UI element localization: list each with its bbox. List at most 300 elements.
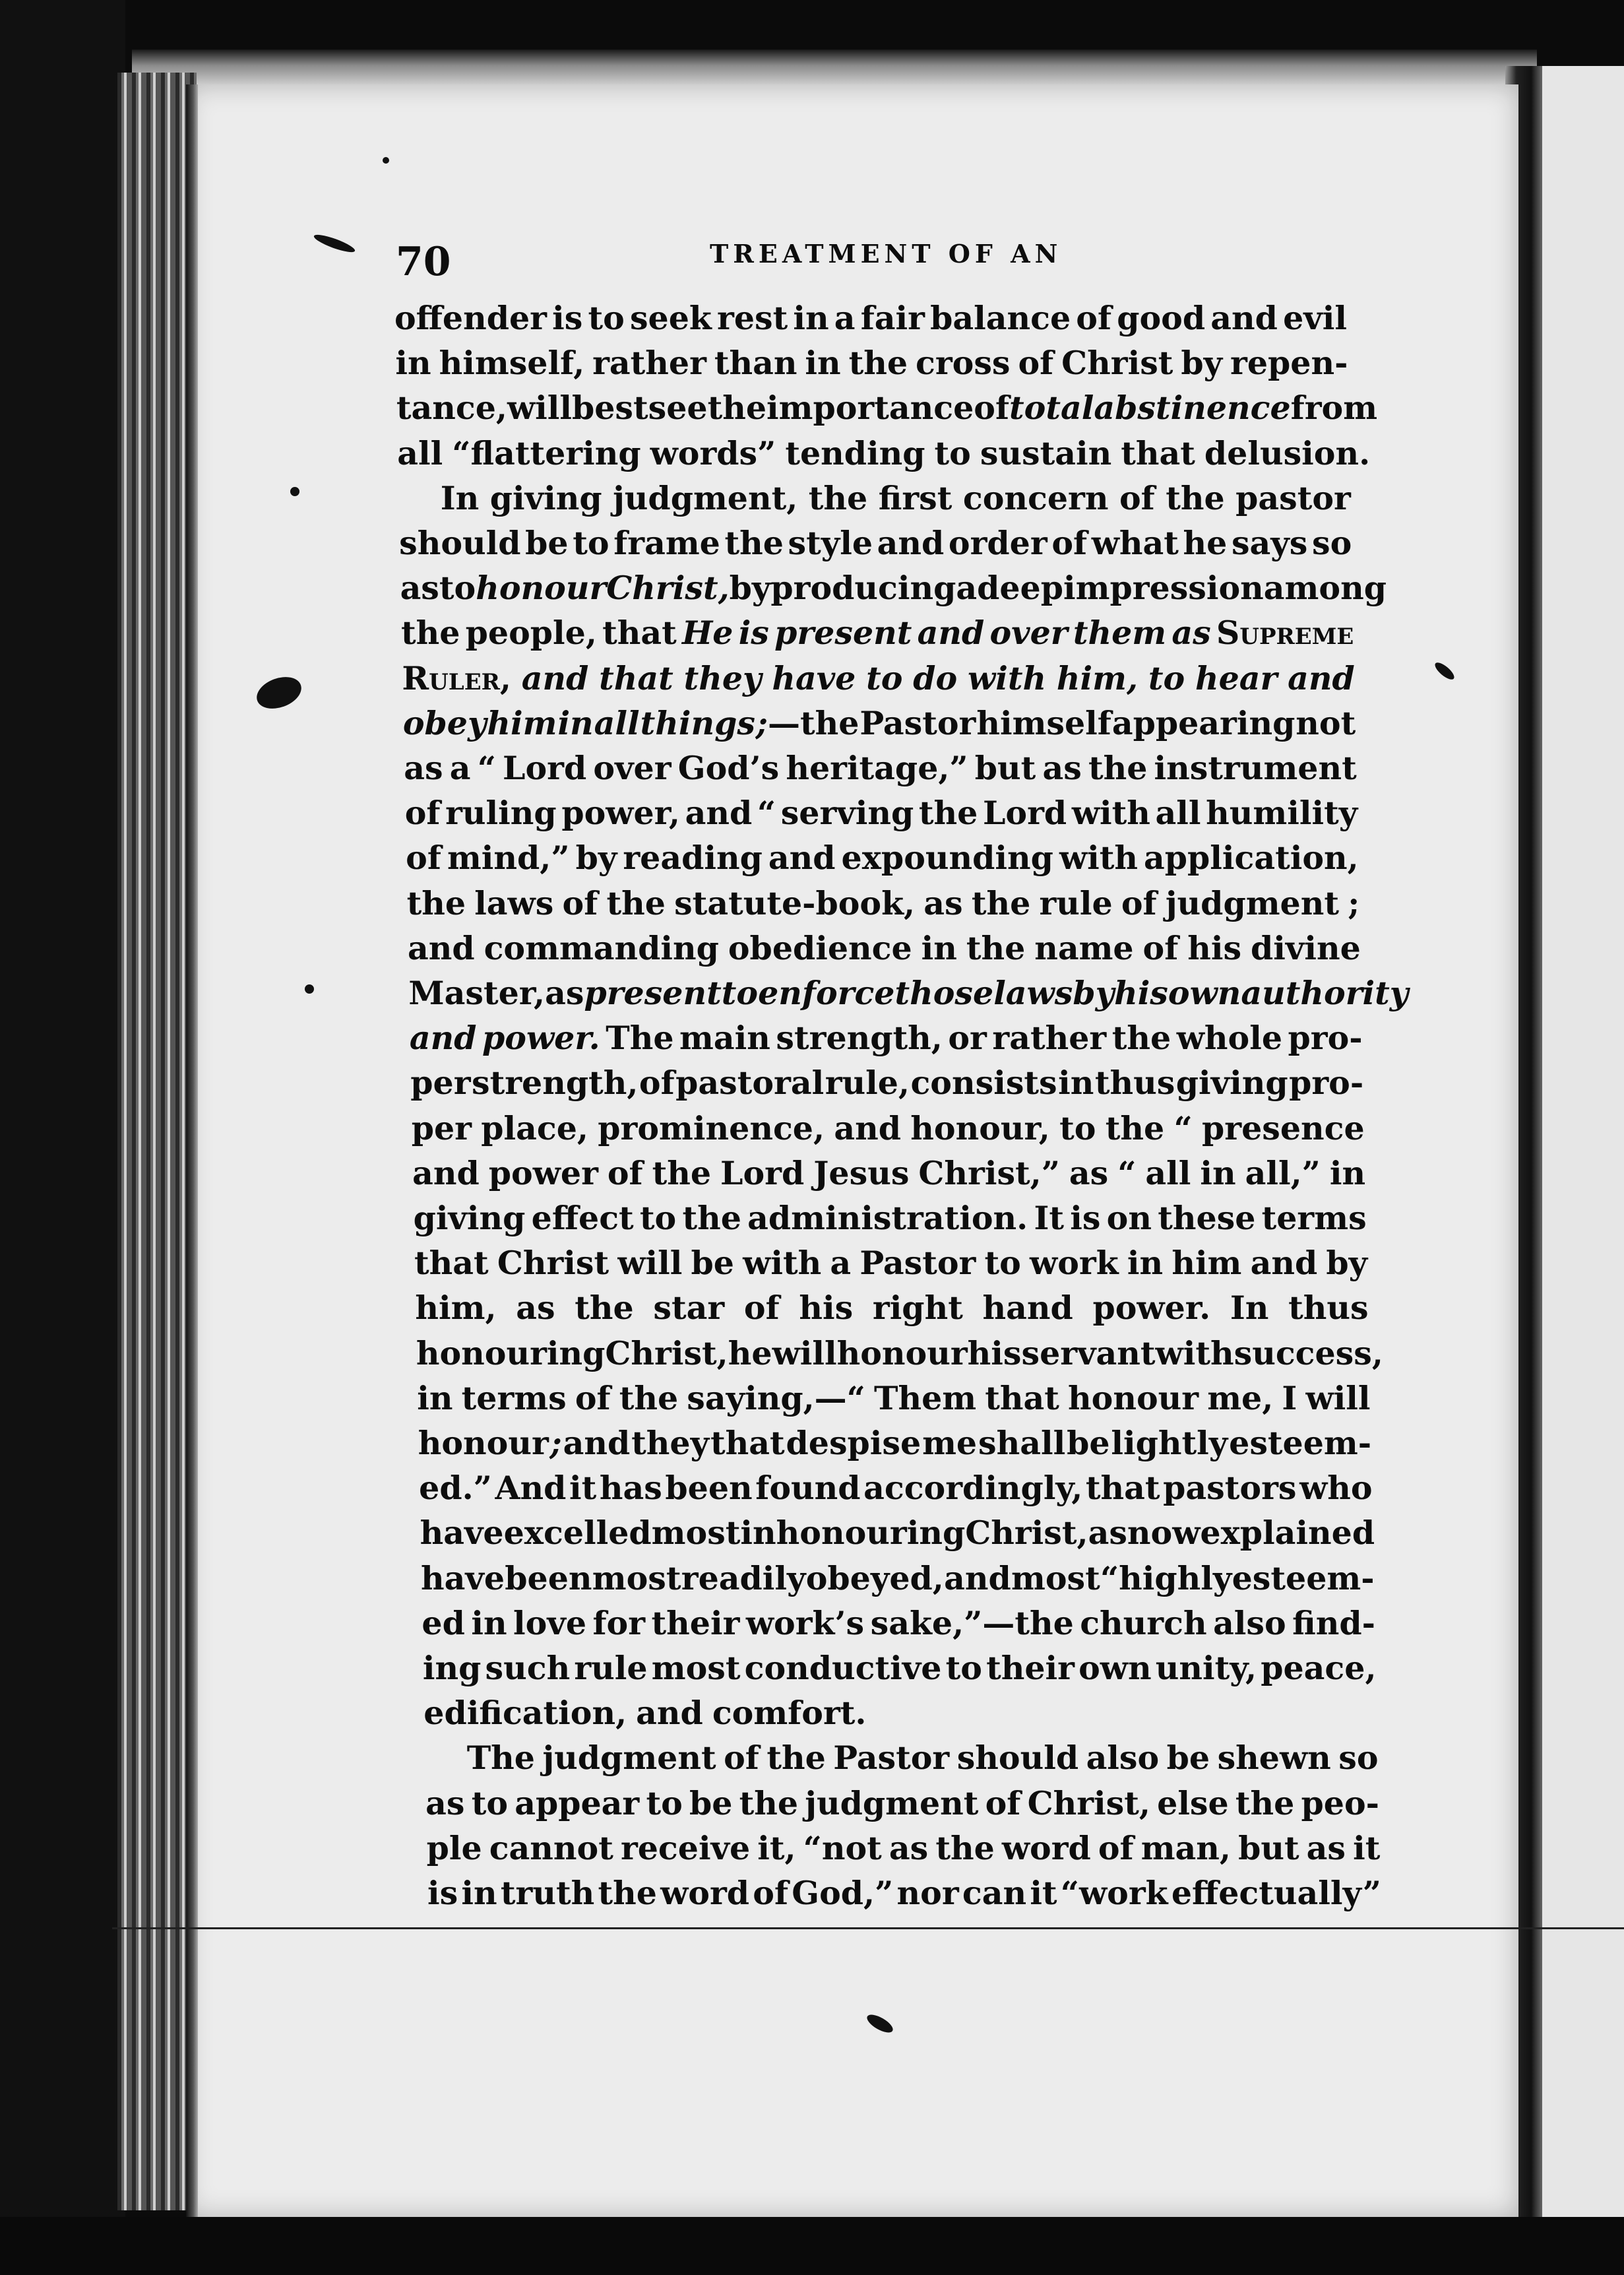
word: of	[743, 1289, 780, 1328]
word: despise	[786, 1424, 921, 1462]
word: first	[878, 478, 953, 517]
word: Christ,	[605, 1333, 728, 1372]
word: he	[728, 1333, 772, 1372]
word: of	[1119, 478, 1155, 517]
word: edification,	[423, 1694, 627, 1733]
page-number: 70	[396, 239, 451, 285]
text-line	[426, 1828, 1381, 1867]
word: terms	[1261, 1199, 1367, 1237]
word: his	[1187, 928, 1242, 967]
text-line	[411, 1108, 1365, 1147]
text-line	[410, 1064, 1364, 1103]
word: rest	[717, 299, 788, 337]
word: of	[974, 389, 1010, 428]
word: “work	[1060, 1874, 1168, 1912]
word: application,	[1144, 839, 1359, 878]
text-line	[408, 928, 1361, 967]
word: comfort.	[712, 1694, 867, 1733]
word: expounding	[841, 839, 1053, 878]
word: pro-	[1289, 1064, 1364, 1103]
word: Christ,	[606, 569, 730, 608]
word: be	[1067, 1424, 1110, 1462]
word: them	[1073, 614, 1167, 653]
word: of	[404, 794, 441, 833]
word: serving	[780, 794, 914, 833]
text-line	[421, 1558, 1375, 1597]
word: explained	[1200, 1514, 1375, 1553]
word: says	[1231, 524, 1308, 562]
text-line	[418, 1424, 1372, 1462]
word: with	[1071, 794, 1150, 833]
text-line	[408, 974, 1409, 1012]
word: be	[1166, 1739, 1210, 1778]
word: have	[420, 1514, 504, 1553]
word: thus	[1094, 1064, 1175, 1103]
word: as	[1306, 1828, 1346, 1867]
word: thus	[1288, 1289, 1369, 1328]
word: servant	[1021, 1333, 1156, 1372]
word: as	[400, 569, 439, 608]
word: In	[1230, 1289, 1269, 1328]
word: with	[1059, 839, 1138, 878]
word: have	[421, 1558, 505, 1597]
word: pastoral	[675, 1064, 825, 1103]
word: hand	[982, 1289, 1073, 1328]
word: most	[651, 1649, 741, 1687]
word: and	[1288, 658, 1355, 697]
word: a	[834, 299, 856, 337]
word: right	[872, 1289, 963, 1328]
word: and	[412, 1153, 480, 1192]
word: the	[724, 524, 784, 562]
word: excelled	[503, 1514, 652, 1553]
word: power,	[561, 794, 680, 833]
text-line	[399, 524, 1352, 562]
word: in	[1058, 1064, 1094, 1103]
word: to	[573, 524, 609, 562]
word: me,	[1207, 1378, 1274, 1417]
text-line	[404, 794, 1358, 833]
word: also	[1213, 1603, 1286, 1642]
word: the	[1166, 478, 1225, 517]
word: strength,	[472, 1064, 639, 1103]
word: of	[1076, 299, 1112, 337]
word: been	[505, 1558, 592, 1597]
word: has	[599, 1469, 662, 1508]
word: ed	[422, 1603, 465, 1642]
word: abstinence	[1094, 389, 1291, 428]
word: accordingly,	[863, 1469, 1083, 1508]
word: from	[1290, 389, 1378, 428]
word: to	[945, 1649, 982, 1687]
word: rule	[574, 1649, 648, 1687]
word: deep	[977, 569, 1063, 608]
word: tance,	[396, 389, 507, 428]
word: the	[848, 344, 908, 383]
word: obedience	[728, 928, 912, 967]
word: truth	[500, 1874, 595, 1912]
word: to	[646, 1783, 683, 1822]
word: or	[948, 1019, 987, 1058]
word: In	[440, 478, 480, 517]
word: to	[588, 299, 625, 337]
word: to	[1059, 1108, 1096, 1147]
word: honouring	[416, 1333, 606, 1372]
word: Christ	[497, 1244, 609, 1283]
word: what	[1091, 524, 1179, 562]
word: judgment,	[613, 478, 798, 517]
word: Pastor	[859, 1244, 976, 1283]
word: peo-	[1301, 1783, 1380, 1822]
word: “highly	[1100, 1558, 1232, 1597]
word: the	[406, 883, 466, 922]
word: hear	[1195, 658, 1278, 697]
word: the	[707, 389, 767, 428]
word: a	[956, 569, 978, 608]
text-line	[422, 1603, 1376, 1642]
word: than	[714, 344, 797, 383]
text-line	[401, 614, 1354, 653]
word: man,	[1140, 1828, 1231, 1867]
word: find-	[1292, 1603, 1376, 1642]
word: among	[1263, 569, 1387, 608]
word: as	[1042, 749, 1082, 787]
word: the	[652, 1153, 712, 1192]
word: and	[877, 524, 945, 562]
word: to	[1148, 658, 1185, 697]
word: in	[557, 703, 594, 742]
word: delusion.	[1204, 433, 1371, 472]
word: effect	[531, 1199, 634, 1237]
word: by	[1073, 974, 1115, 1012]
word: and	[685, 794, 753, 833]
word: balance	[930, 299, 1071, 337]
word: of	[406, 839, 441, 878]
word: the	[1235, 1783, 1295, 1822]
word: reading	[623, 839, 763, 878]
word: seek	[629, 299, 712, 337]
word: the	[682, 1199, 741, 1237]
word: honour,	[910, 1108, 1050, 1147]
word: lightly	[1111, 1424, 1228, 1462]
word: word	[660, 1874, 750, 1912]
word: offender	[394, 299, 547, 337]
word: judgment	[805, 1783, 979, 1822]
word: the	[739, 1783, 799, 1822]
word: style	[788, 524, 873, 562]
word: should	[956, 1739, 1079, 1778]
word: The	[466, 1739, 535, 1778]
word: prominence,	[598, 1108, 825, 1147]
word: the	[966, 928, 1026, 967]
word: heritage,”	[786, 749, 968, 787]
word: him	[1171, 1244, 1242, 1283]
scan-border-bottom	[0, 2217, 1624, 2275]
word: to	[439, 569, 476, 608]
word: and	[409, 1019, 477, 1058]
word: Lord	[720, 1153, 805, 1192]
text-line	[419, 1469, 1373, 1508]
word: as	[1171, 614, 1211, 653]
word: Master,	[408, 974, 546, 1012]
word: do	[913, 658, 958, 697]
word: with	[1155, 1333, 1234, 1372]
word: over	[989, 614, 1068, 653]
scan-artifact-line	[112, 1927, 1624, 1929]
word: that	[414, 1244, 489, 1283]
word: word	[1001, 1828, 1091, 1867]
word: importance	[766, 389, 974, 428]
word: the	[766, 1739, 826, 1778]
word: see	[648, 389, 708, 428]
word: as	[545, 974, 584, 1012]
word: name	[1034, 928, 1134, 967]
word: judgment	[542, 1739, 716, 1778]
word: Christ,”	[918, 1153, 1060, 1192]
word: pastors	[1163, 1469, 1297, 1508]
word: over	[593, 749, 671, 787]
word: best	[571, 389, 648, 428]
word: in	[461, 1874, 497, 1912]
text-line	[402, 658, 1355, 697]
word: in	[793, 299, 829, 337]
word: a	[449, 749, 471, 787]
page-top-edge	[132, 49, 1537, 89]
word: ;—the	[755, 703, 859, 742]
word: statute-book,	[674, 883, 916, 922]
word: the	[606, 883, 666, 922]
facing-page-edge	[1542, 66, 1624, 2217]
text-line	[400, 569, 1387, 608]
word: the	[971, 883, 1031, 922]
word: be	[691, 1244, 734, 1283]
word: humility	[1206, 794, 1358, 833]
word: repen-	[1230, 344, 1348, 383]
word: on	[1106, 1199, 1152, 1237]
word: also	[1086, 1739, 1160, 1778]
text-line	[422, 1649, 1377, 1687]
word: Lord	[503, 749, 587, 787]
word: Ruler,	[402, 658, 511, 697]
word: star	[653, 1289, 725, 1328]
word: rather	[592, 344, 706, 383]
word: of	[724, 1739, 759, 1778]
word: the	[575, 1289, 634, 1328]
word: evil	[1283, 299, 1347, 337]
ink-dot	[290, 487, 299, 496]
word: it,	[757, 1828, 796, 1867]
word: “	[477, 749, 496, 787]
word: else	[1157, 1783, 1229, 1822]
word: shewn	[1217, 1739, 1331, 1778]
word: Christ,	[965, 1514, 1088, 1553]
word: of	[1018, 344, 1054, 383]
word: commanding	[484, 928, 719, 967]
text-line	[415, 1289, 1369, 1328]
text-line	[396, 389, 1378, 428]
word: “	[757, 794, 776, 833]
text-line	[416, 1333, 1383, 1372]
word: that	[710, 1424, 785, 1462]
word: esteem-	[1232, 1558, 1375, 1597]
word: Christ	[1061, 344, 1173, 383]
word: work’s	[745, 1603, 865, 1642]
word: most	[651, 1514, 741, 1553]
word: most	[592, 1558, 681, 1597]
word: it	[569, 1469, 597, 1508]
word: It	[1034, 1199, 1065, 1237]
word: cannot	[489, 1828, 613, 1867]
word: Christ,	[1027, 1783, 1150, 1822]
word: pro-	[1288, 1019, 1363, 1058]
word: strength,	[776, 1019, 943, 1058]
word: pastor	[1235, 478, 1351, 517]
word: words”	[650, 433, 776, 472]
word: of	[1142, 928, 1179, 967]
word: terms	[461, 1378, 567, 1417]
ink-dot	[305, 984, 314, 994]
word: ed.”	[419, 1469, 492, 1508]
word: but	[974, 749, 1036, 787]
word: judgment	[1165, 883, 1339, 922]
running-head: TREATMENT OF AN	[710, 239, 1063, 269]
word: tending	[785, 433, 925, 472]
word: will	[507, 389, 572, 428]
word: not	[1296, 703, 1356, 742]
word: and	[944, 1558, 1011, 1597]
word: Pastor	[833, 1739, 950, 1778]
word: of	[985, 1783, 1021, 1822]
word: all	[594, 703, 640, 742]
word: order	[948, 524, 1047, 562]
word: consists	[910, 1064, 1057, 1103]
word: ruling	[445, 794, 557, 833]
word: And	[495, 1469, 567, 1508]
word: giving	[413, 1199, 526, 1237]
word: as	[425, 1783, 465, 1822]
word: whole	[1176, 1019, 1282, 1058]
word: is	[1070, 1199, 1101, 1237]
word: power	[488, 1153, 598, 1192]
word: giving	[1175, 1064, 1288, 1103]
word: his	[799, 1289, 854, 1328]
word: me	[922, 1424, 978, 1462]
word: of	[562, 883, 598, 922]
word: as	[404, 749, 443, 787]
word: and	[636, 1694, 703, 1733]
word: to	[471, 1783, 509, 1822]
word: honour	[836, 1333, 968, 1372]
text-line	[406, 839, 1359, 878]
word: the	[1105, 1108, 1165, 1147]
word: and	[1210, 299, 1278, 337]
word: saying,—“	[687, 1378, 865, 1417]
word: “	[1117, 1153, 1137, 1192]
word: peace,	[1261, 1649, 1377, 1687]
word: all	[1145, 1153, 1191, 1192]
word: receive	[620, 1828, 751, 1867]
word: rule	[1039, 883, 1113, 922]
text-line	[397, 433, 1379, 472]
word: to	[984, 1244, 1021, 1283]
word: church	[1080, 1603, 1207, 1642]
word: as	[1069, 1153, 1109, 1192]
word: can	[962, 1874, 1027, 1912]
word: in	[1329, 1153, 1366, 1192]
word: God,”	[792, 1874, 894, 1912]
word: a	[830, 1244, 852, 1283]
word: cross	[915, 344, 1011, 383]
word: giving	[489, 478, 602, 517]
word: “flattering	[452, 433, 641, 472]
word: own	[1168, 974, 1241, 1012]
word: and	[563, 1424, 631, 1462]
word: is	[552, 299, 583, 337]
word: Supreme	[1216, 614, 1354, 653]
word: and	[1250, 1244, 1318, 1283]
word: the	[808, 478, 868, 517]
word: to	[866, 658, 903, 697]
word: “	[1173, 1108, 1193, 1147]
word: by	[1181, 344, 1223, 383]
word: frame	[613, 524, 720, 562]
word: own	[1078, 1649, 1152, 1687]
text-line	[412, 1153, 1366, 1192]
word: should	[399, 524, 521, 562]
word: mind,”	[447, 839, 570, 878]
word: Pastor	[859, 703, 976, 742]
word: all	[1155, 794, 1201, 833]
word: honouring	[776, 1514, 966, 1553]
word: power.	[1092, 1289, 1211, 1328]
word: laws	[474, 883, 554, 922]
word: in	[805, 344, 841, 383]
word: Them	[873, 1378, 977, 1417]
word: that	[1121, 433, 1195, 472]
word: obey	[402, 703, 487, 742]
word: he	[1183, 524, 1228, 562]
word: the	[401, 614, 460, 653]
word: the	[598, 1874, 657, 1912]
word: have	[772, 658, 856, 697]
word: himself,	[439, 344, 585, 383]
word: himself	[976, 703, 1111, 742]
scan-border-left	[0, 0, 125, 2275]
text-line	[427, 1874, 1381, 1912]
text-line	[406, 883, 1360, 922]
text-line	[440, 478, 1351, 517]
word: the	[935, 1828, 995, 1867]
word: as	[889, 1828, 929, 1867]
word: love	[513, 1603, 586, 1642]
word: it	[1030, 1874, 1057, 1912]
text-line	[404, 749, 1357, 787]
word: Jesus	[813, 1153, 910, 1192]
word: most	[1011, 1558, 1100, 1597]
text-line	[414, 1244, 1368, 1283]
word: and	[917, 614, 985, 653]
word: divine	[1251, 928, 1361, 967]
word: so	[1338, 1739, 1379, 1778]
word: ;	[549, 1424, 562, 1462]
word: will	[617, 1244, 683, 1283]
text-line	[466, 1739, 1379, 1778]
word: He	[681, 614, 734, 653]
word: laws	[993, 974, 1073, 1012]
ink-dot	[383, 157, 389, 164]
text-line	[402, 703, 1356, 742]
word: unity,	[1155, 1649, 1257, 1687]
